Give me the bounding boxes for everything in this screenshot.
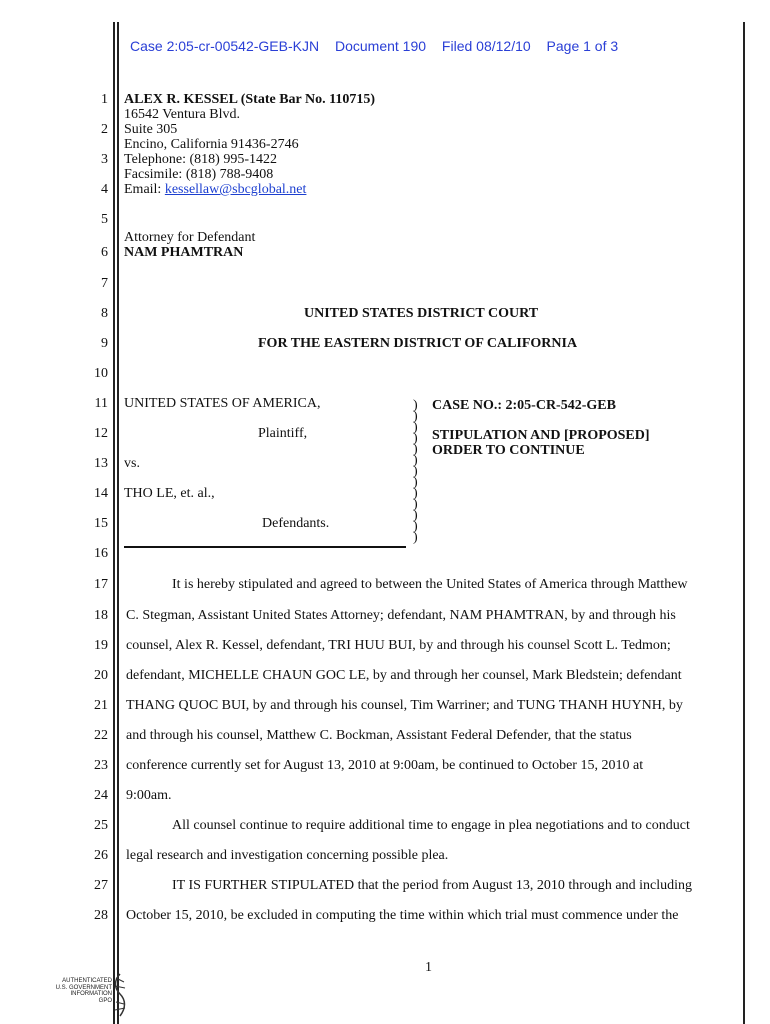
line-number: 5 bbox=[101, 212, 108, 227]
line-number: 24 bbox=[94, 788, 108, 803]
paren: ) bbox=[413, 398, 418, 413]
line-number: 27 bbox=[94, 878, 108, 893]
line-number: 13 bbox=[94, 456, 108, 471]
court-district: FOR THE EASTERN DISTRICT OF CALIFORNIA bbox=[258, 336, 578, 351]
line-number: 23 bbox=[94, 758, 108, 773]
defendant-role: Defendants. bbox=[262, 516, 330, 531]
line-number: 20 bbox=[94, 668, 108, 683]
left-margin-rule-outer bbox=[113, 22, 115, 1024]
line-number: 1 bbox=[101, 92, 108, 107]
paren: ) bbox=[413, 420, 418, 435]
line-number: 8 bbox=[101, 306, 108, 321]
client-name: NAM PHAMTRAN bbox=[124, 245, 244, 260]
line-number: 11 bbox=[94, 396, 108, 411]
body-line: THANG QUOC BUI, by and through his counsel, Tim Warriner; and TUNG THANH HUYNH, by bbox=[126, 698, 683, 713]
paren: ) bbox=[413, 442, 418, 457]
paren: ) bbox=[413, 431, 418, 446]
gpo-seal-text bbox=[40, 978, 112, 1004]
body-line: 9:00am. bbox=[126, 788, 172, 803]
document-title-line1: STIPULATION AND [PROPOSED] bbox=[432, 428, 650, 443]
body-line: All counsel continue to require additional time to engage in plea negotiations and to conduct bbox=[172, 818, 690, 833]
body-line: IT IS FURTHER STIPULATED that the period from August 13, 2010 through and including bbox=[172, 878, 692, 893]
paren: ) bbox=[413, 486, 418, 501]
left-margin-rule-inner bbox=[117, 22, 119, 1024]
line-number: 10 bbox=[94, 366, 108, 381]
versus: vs. bbox=[124, 456, 140, 471]
body-line: legal research and investigation concerning possible plea. bbox=[126, 848, 449, 863]
line-number: 15 bbox=[94, 516, 108, 531]
attorney-address-city: Encino, California 91436-2746 bbox=[124, 137, 299, 152]
case-no: CASE NO.: 2:05-CR-542-GEB bbox=[432, 398, 616, 413]
document-title-line2: ORDER TO CONTINUE bbox=[432, 443, 585, 458]
email-link[interactable]: kessellaw@sbcglobal.net bbox=[164, 182, 307, 197]
gpo-line: AUTHENTICATED bbox=[62, 978, 112, 984]
caption-parens bbox=[413, 400, 418, 543]
gpo-eagle-icon bbox=[110, 972, 130, 1018]
paren: ) bbox=[413, 464, 418, 479]
paren: ) bbox=[413, 475, 418, 490]
line-number: 9 bbox=[101, 336, 108, 351]
line-number: 16 bbox=[94, 546, 108, 561]
page-number: 1 bbox=[425, 960, 432, 975]
gpo-authentication-seal bbox=[40, 972, 130, 1018]
body-line: and through his counsel, Matthew C. Bockman, Assistant Federal Defender, that the status bbox=[126, 728, 632, 743]
line-number: 28 bbox=[94, 908, 108, 923]
court-name: UNITED STATES DISTRICT COURT bbox=[304, 306, 539, 321]
line-number: 19 bbox=[94, 638, 108, 653]
line-number: 21 bbox=[94, 698, 108, 713]
line-number: 4 bbox=[101, 182, 108, 197]
line-number: 17 bbox=[94, 577, 108, 592]
body-line: October 15, 2010, be excluded in computing the time within which trial must commence under the bbox=[126, 908, 679, 923]
plaintiff-name: UNITED STATES OF AMERICA, bbox=[124, 396, 321, 411]
body-line: defendant, MICHELLE CHAUN GOC LE, by and through her counsel, Mark Bledstein; defendant bbox=[126, 668, 682, 683]
body-line: C. Stegman, Assistant United States Attorney; defendant, NAM PHAMTRAN, by and through his bbox=[126, 608, 676, 623]
paren: ) bbox=[413, 508, 418, 523]
line-number: 7 bbox=[101, 276, 108, 291]
body-line: conference currently set for August 13, 2010 at 9:00am, be continued to October 15, 2010 at bbox=[126, 758, 644, 773]
line-number: 6 bbox=[101, 245, 108, 260]
attorney-address-street: 16542 Ventura Blvd. bbox=[124, 107, 241, 122]
line-number: 3 bbox=[101, 152, 108, 167]
filed-date: Filed 08/12/10 bbox=[441, 38, 531, 54]
attorney-email-line bbox=[124, 182, 306, 198]
line-number: 25 bbox=[94, 818, 108, 833]
paren: ) bbox=[413, 497, 418, 512]
defendant-name: THO LE, et. al., bbox=[124, 486, 215, 501]
plaintiff-role: Plaintiff, bbox=[258, 426, 308, 441]
paren: ) bbox=[413, 409, 418, 424]
email-label: Email: bbox=[124, 182, 165, 197]
attorney-name: ALEX R. KESSEL (State Bar No. 110715) bbox=[124, 92, 375, 107]
document-number: Document 190 bbox=[334, 38, 427, 54]
attorney-role: Attorney for Defendant bbox=[124, 230, 256, 245]
line-number: 22 bbox=[94, 728, 108, 743]
body-line: It is hereby stipulated and agreed to between the United States of America through Matthew bbox=[172, 577, 688, 592]
line-number: 26 bbox=[94, 848, 108, 863]
paren: ) bbox=[413, 530, 418, 545]
paren: ) bbox=[413, 519, 418, 534]
page-indicator: Page 1 of 3 bbox=[546, 38, 619, 54]
case-number: Case 2:05-cr-00542-GEB-KJN bbox=[130, 38, 320, 54]
attorney-telephone: Telephone: (818) 995-1422 bbox=[124, 152, 277, 167]
line-number: 14 bbox=[94, 486, 108, 501]
paren: ) bbox=[413, 453, 418, 468]
body-line: counsel, Alex R. Kessel, defendant, TRI HUU BUI, by and through his counsel Scott L. Tedmon; bbox=[126, 638, 671, 653]
line-number: 12 bbox=[94, 426, 108, 441]
attorney-address-suite: Suite 305 bbox=[124, 122, 178, 137]
line-number: 2 bbox=[101, 122, 108, 137]
gpo-line: GPO bbox=[98, 997, 112, 1004]
line-number: 18 bbox=[94, 608, 108, 623]
caption-underline bbox=[124, 546, 406, 548]
right-margin-rule bbox=[743, 22, 745, 1024]
case-header bbox=[130, 38, 630, 54]
gpo-line: U.S. GOVERNMENT bbox=[55, 984, 112, 991]
attorney-facsimile: Facsimile: (818) 788-9408 bbox=[124, 167, 274, 182]
gpo-line: INFORMATION bbox=[70, 991, 112, 997]
